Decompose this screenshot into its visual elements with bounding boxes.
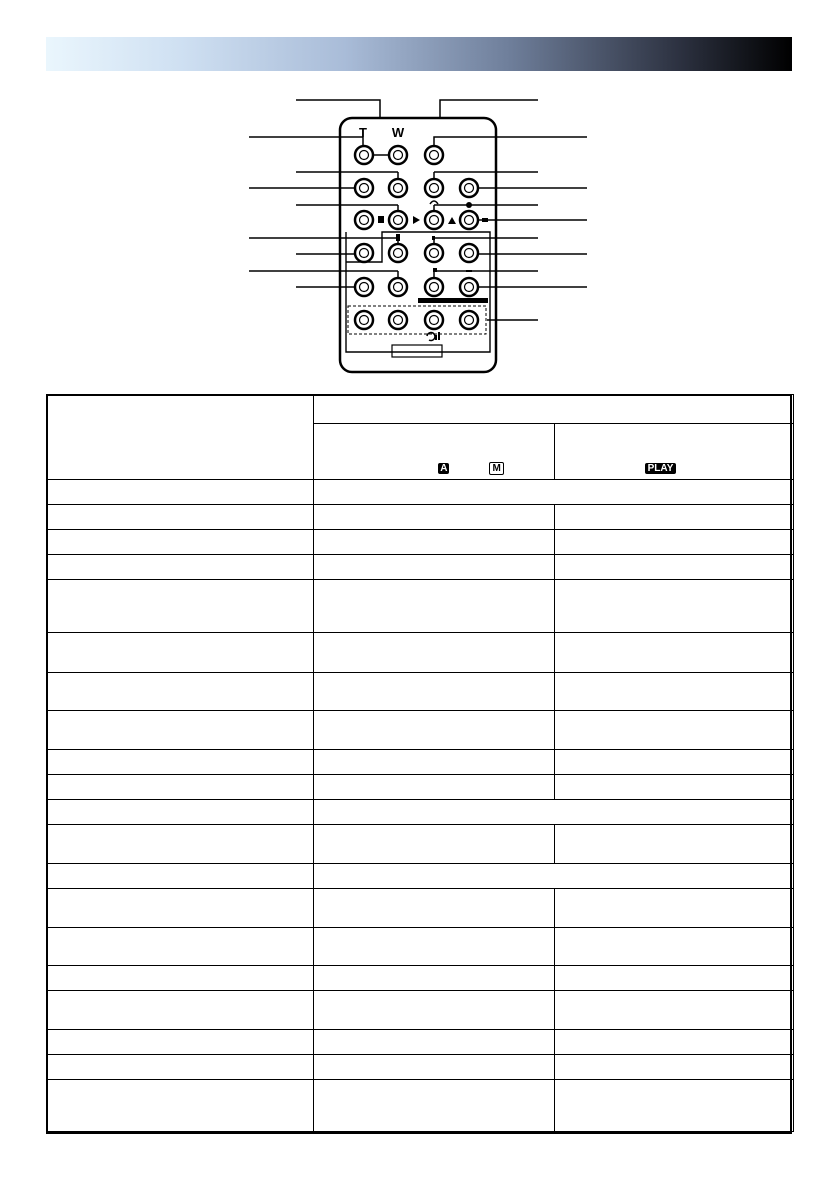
table-row (47, 633, 794, 673)
table-row (47, 505, 794, 530)
table-row (47, 966, 794, 991)
table-row (47, 555, 794, 580)
manual-mode-icon: M (489, 462, 503, 475)
remote-control-diagram (0, 0, 838, 390)
table-header-function-cell (314, 395, 794, 424)
play-mode-icon: PLAY (645, 463, 677, 474)
table-row (47, 1080, 794, 1132)
remote-black-bar (418, 298, 488, 303)
zoom-wide-label: W (391, 125, 405, 140)
table-row (47, 864, 794, 889)
table-header-button-cell (47, 395, 314, 480)
table-row (47, 530, 794, 555)
table-row (47, 395, 794, 424)
table-row (47, 991, 794, 1030)
table-row (47, 480, 794, 505)
table-row (47, 1055, 794, 1080)
leader-zoom (296, 100, 380, 118)
leader-record (440, 100, 538, 118)
table-row (47, 775, 794, 800)
table-row (47, 889, 794, 928)
auto-mode-icon: A (440, 462, 448, 474)
table-row (47, 825, 794, 864)
table-row (47, 673, 794, 711)
remote-functions-table (46, 394, 794, 1132)
table-header-record-mode-cell (314, 424, 554, 480)
table-row (47, 580, 794, 633)
zoom-tele-label: T (359, 125, 367, 140)
table-row (47, 711, 794, 750)
table-header-play-mode-cell (554, 424, 793, 480)
table-row (47, 1030, 794, 1055)
table-row (47, 928, 794, 966)
table-row (47, 800, 794, 825)
table-row (47, 750, 794, 775)
